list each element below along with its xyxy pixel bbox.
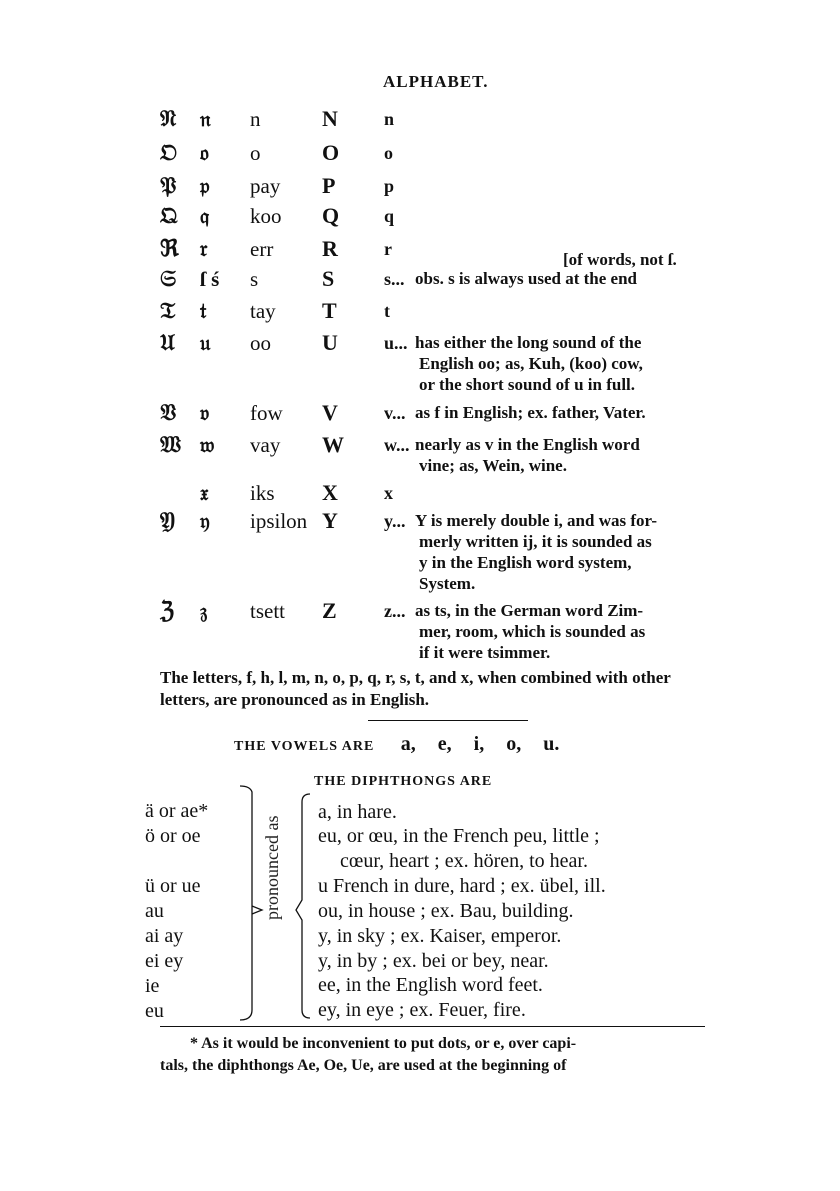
note-line: as ts, in the German word Zim- — [415, 601, 644, 620]
right-brace — [296, 794, 310, 1018]
fraktur-small: 𝔳 — [200, 401, 210, 425]
roman-small: v... — [384, 403, 406, 423]
pronunciation: koo — [250, 204, 282, 228]
diphthong-sound: ee, in the English word feet. — [318, 974, 543, 996]
vowel: i, — [473, 733, 485, 755]
fraktur-capital: 𝔓 — [160, 173, 177, 198]
fraktur-small: 𝔶 — [200, 509, 210, 533]
roman-capital: N — [322, 106, 338, 131]
fraktur-capital: 𝔜 — [160, 508, 176, 533]
fraktur-small: 𝔴 — [200, 433, 215, 457]
fraktur-small: 𝔬 — [200, 141, 209, 165]
fraktur-capital: 𝔘 — [160, 330, 175, 355]
fraktur-capital: ℜ — [160, 236, 179, 261]
roman-capital: S — [322, 266, 335, 291]
diphthong: eu — [145, 1000, 164, 1022]
pronounced-as-label: pronounced as — [262, 815, 282, 920]
fraktur-capital: 𝔗 — [160, 298, 176, 323]
footnote-rule — [160, 1026, 705, 1027]
roman-capital: Z — [322, 598, 337, 623]
roman-small: p — [384, 176, 395, 196]
fraktur-small: ſ ś — [200, 267, 220, 291]
note-line: has either the long sound of the — [415, 333, 642, 352]
diphthong: ai ay — [145, 925, 184, 947]
combined-letters-note: The letters, f, h, l, m, n, o, p, q, r, s, t, and x, when combined with other letters, are pronounced as in English. — [160, 668, 671, 709]
diphthong-sound: ey, in eye ; ex. Feuer, fire. — [318, 999, 526, 1021]
diphthong-sound: y, in sky ; ex. Kaiser, emperor. — [318, 925, 562, 947]
note-line: mer, room, which is sounded as — [419, 622, 646, 641]
roman-small: z... — [384, 601, 406, 621]
roman-small: t — [384, 301, 390, 321]
roman-small: s... — [384, 269, 405, 289]
note-line: Y is merely double i, and was for- — [415, 511, 658, 530]
pronunciation: iks — [250, 481, 275, 505]
vowel: e, — [437, 733, 452, 755]
diphthong-sound: a, in hare. — [318, 801, 397, 823]
fraktur-small: 𝔭 — [200, 174, 210, 198]
diphthong-sound: y, in by ; ex. bei or bey, near. — [318, 950, 549, 972]
diphthong-sound: u French in dure, hard ; ex. übel, ill. — [318, 875, 606, 897]
roman-capital: Q — [322, 203, 340, 228]
pronunciation: tsett — [250, 599, 285, 623]
note-line: or the short sound of u in full. — [419, 375, 636, 394]
of-words-note: [of words, not ſ. — [563, 250, 677, 269]
roman-capital: R — [322, 236, 338, 261]
note-line: vine; as, Wein, wine. — [419, 456, 567, 475]
fraktur-capital: 𝔙 — [160, 400, 177, 425]
roman-small: u... — [384, 333, 408, 353]
pronunciation: err — [250, 237, 274, 261]
pronunciation: tay — [250, 299, 276, 323]
roman-small: q — [384, 206, 395, 226]
pronunciation: fow — [250, 401, 283, 425]
note-line: as f in English; ex. father, Vater. — [415, 403, 646, 422]
fraktur-capital: 𝔚 — [160, 432, 181, 457]
fraktur-capital: 𝔒 — [160, 140, 178, 165]
fraktur-small: 𝔵 — [200, 481, 209, 505]
fraktur-capital: 𝔔 — [160, 203, 178, 228]
roman-small: n — [384, 109, 395, 129]
pronunciation: vay — [250, 433, 281, 457]
roman-small: y... — [384, 511, 406, 531]
vowel: a, — [400, 733, 416, 755]
fraktur-small: 𝔫 — [200, 107, 211, 131]
pronunciation: oo — [250, 331, 271, 355]
diphthong-sound: eu, or œu, in the French peu, little ; — [318, 825, 600, 847]
pronunciation: o — [250, 141, 261, 165]
note-line: nearly as v in the English word — [415, 435, 640, 454]
pronunciation: pay — [250, 174, 281, 198]
roman-small: w... — [384, 435, 410, 455]
diphthong: ä or ae* — [145, 800, 209, 822]
left-brace — [240, 786, 252, 1020]
note-line: merly written ij, it is sounded as — [419, 532, 652, 551]
fraktur-small: 𝔱 — [200, 299, 207, 323]
diphthongs-label: THE DIPHTHONGS ARE — [314, 774, 493, 789]
footnote — [160, 1033, 710, 1077]
diphthong-sound: ou, in house ; ex. Bau, building. — [318, 900, 574, 922]
pronunciation: ipsilon — [250, 509, 308, 533]
roman-capital: O — [322, 140, 340, 165]
footnote-line: tals, the diphthongs Ae, Oe, Ue, are used at the beginning of — [160, 1057, 567, 1074]
note-line: English oo; as, Kuh, (koo) cow, — [419, 354, 643, 373]
diphthong: au — [145, 900, 164, 922]
diphthong: ö or oe — [145, 825, 201, 847]
fraktur-capital: ℨ — [160, 598, 175, 623]
brace-point — [252, 906, 262, 914]
note-line: System. — [419, 574, 476, 593]
roman-capital: W — [322, 432, 344, 457]
diphthong-sound: cœur, heart ; ex. hören, to hear. — [340, 850, 588, 872]
roman-small: o — [384, 143, 393, 163]
fraktur-small: 𝔯 — [200, 237, 208, 261]
note-line: y in the English word system, — [419, 553, 632, 572]
fraktur-small: 𝔲 — [200, 331, 211, 355]
vowel: o, — [506, 733, 522, 755]
footnote-line: * As it would be inconvenient to put dots, or e, over capi- — [190, 1035, 577, 1052]
roman-capital: T — [322, 298, 337, 323]
fraktur-capital: 𝔖 — [160, 266, 177, 291]
note-line: if it were tsimmer. — [419, 643, 551, 662]
roman-capital: X — [322, 480, 338, 505]
vowels-label: THE VOWELS ARE — [234, 739, 375, 754]
roman-capital: P — [322, 173, 336, 198]
vowel: u. — [543, 733, 560, 755]
roman-capital: V — [322, 400, 338, 425]
diphthong: ie — [145, 975, 160, 997]
diphthong: ei ey — [145, 950, 184, 972]
diphthong: ü or ue — [145, 875, 201, 897]
note-line: obs. s is always used at the end — [415, 269, 637, 288]
fraktur-small: 𝔷 — [200, 599, 208, 623]
pronunciation: s — [250, 267, 259, 291]
roman-capital: U — [322, 330, 338, 355]
fraktur-capital: 𝔑 — [160, 106, 177, 131]
roman-small: x — [384, 483, 393, 503]
pronunciation: n — [250, 107, 261, 131]
page-header: ALPHABET. — [383, 72, 489, 91]
fraktur-small: 𝔮 — [200, 204, 210, 228]
roman-capital: Y — [322, 508, 338, 533]
roman-small: r — [384, 239, 392, 259]
